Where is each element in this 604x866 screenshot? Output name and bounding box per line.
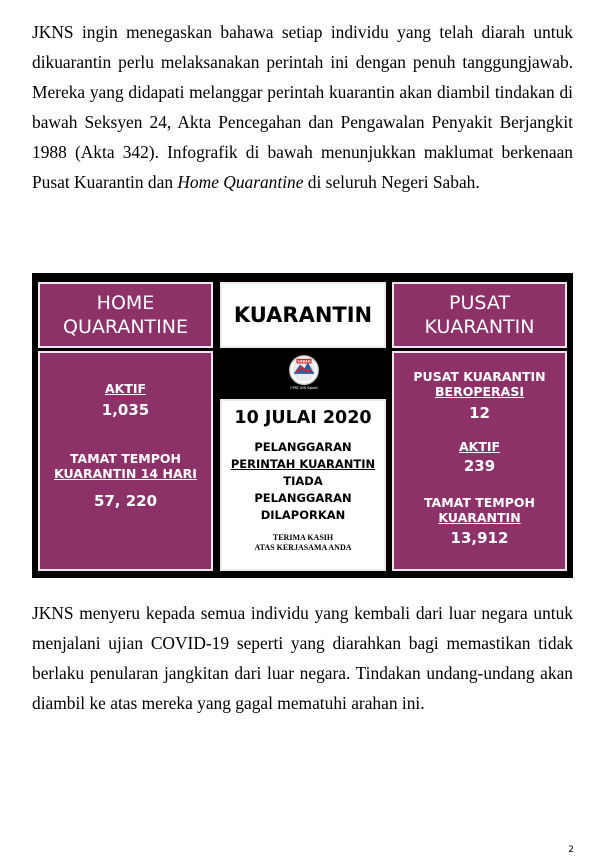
center-line4: PELANGGARAN: [254, 491, 352, 505]
center-line3: TIADA: [283, 474, 323, 488]
logo-text-bottom: CPRC JKN Sabah: [290, 386, 318, 391]
intro-text-part2: di seluruh Negeri Sabah.: [303, 172, 480, 192]
kuarantin-title: KUARANTIN: [233, 303, 373, 327]
center-line2: PERINTAH KUARANTIN: [230, 457, 376, 471]
intro-text-part1: JKNS ingin menegaskan bahawa setiap individu yang telah diarah untuk dikuarantin perlu melaksanakan perintah ini dengan penuh tanggungjawab. Mereka yang didapati melanggar perintah kuarantin akan diambil tindakan di bawah Seksyen 24, Akta Pencegahan dan Pengawalan Penyakit Berjangkit 1988 (Akta 342). Infografik di bawah menunjukkan maklumat berkenaan Pusat Kuarantin dan: [32, 22, 573, 192]
center-line5: DILAPORKAN: [260, 508, 346, 522]
intro-paragraph: [32, 17, 573, 197]
home-quarantine-panel: [38, 351, 213, 571]
closing-paragraph: JKNS menyeru kepada semua individu yang kembali dari luar negara untuk menjalani ujian COVID-19 seperti yang diarahkan bagi memastikan tidak berlaku penularan jangkitan dari luar negara. Tindakan undang-undang akan diambil ke atas mereka yang gagal mematuhi arahan ini.: [32, 603, 573, 713]
hq-aktif-value: 1,035: [101, 401, 150, 419]
report-date: 10 JULAI 2020: [234, 408, 372, 428]
center-line1: PELANGGARAN: [254, 440, 352, 454]
hq-aktif-label: AKTIF: [104, 381, 147, 396]
pusat-kuarantin-header: [392, 282, 567, 348]
logo-text-top: SABAH: [297, 359, 311, 364]
pusat-kuarantin-panel: [392, 351, 567, 571]
kuarantin-header: [220, 282, 386, 348]
pk-tamat-label-line2: KUARANTIN: [438, 510, 521, 525]
pk-operasi-label-line1: PUSAT KUARANTIN: [413, 369, 546, 384]
pk-operasi-value: 12: [469, 404, 490, 422]
pk-operasi-label-line2: BEROPERASI: [435, 384, 524, 399]
pk-aktif-value: 239: [463, 457, 496, 475]
pk-tamat-label-line1: TAMAT TEMPOH: [423, 495, 535, 510]
hq-tamat-label-line2: KUARANTIN 14 HARI: [54, 466, 197, 481]
intro-italic-home-quarantine: Home Quarantine: [177, 172, 304, 192]
home-quarantine-title-line1: HOME: [96, 292, 155, 314]
thanks-line2: ATAS KERJASAMA ANDA: [254, 543, 352, 552]
pk-tamat-value: 13,912: [450, 529, 509, 547]
hq-tamat-value: 57, 220: [93, 492, 158, 510]
pusat-kuarantin-title-line1: PUSAT: [449, 292, 510, 314]
thanks-line1: TERIMA KASIH: [272, 533, 334, 542]
jkn-sabah-logo: [285, 353, 323, 391]
pk-aktif-label: AKTIF: [458, 439, 501, 454]
home-quarantine-title-line2: QUARANTINE: [63, 316, 188, 338]
quarantine-infographic: [32, 273, 573, 578]
center-panel: [220, 399, 386, 571]
pusat-kuarantin-title-line2: KUARANTIN: [424, 316, 535, 338]
home-quarantine-header: [38, 282, 213, 348]
page-number: 2: [568, 845, 574, 855]
hq-tamat-label-line1: TAMAT TEMPOH: [69, 451, 181, 466]
